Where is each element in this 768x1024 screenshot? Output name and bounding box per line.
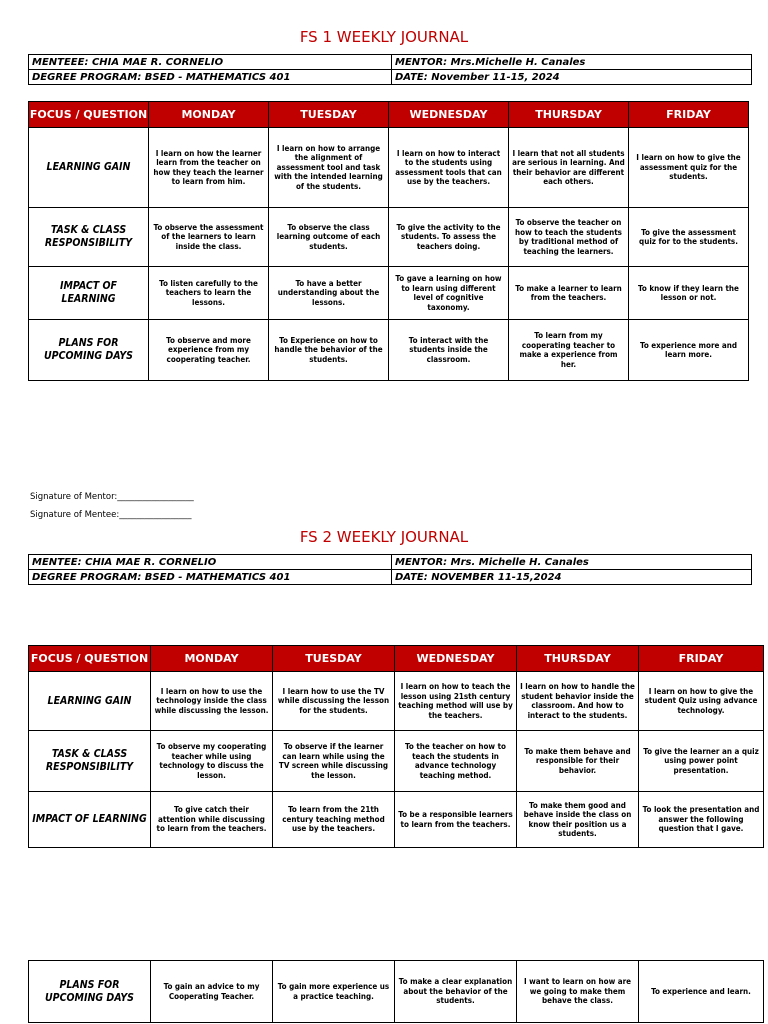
row-label: LEARNING GAIN xyxy=(29,672,151,731)
table-cell: I learn on how to teach the lesson using 21sth century teaching method will use by the teachers. xyxy=(395,672,517,731)
table-cell: To listen carefully to the teachers to learn the lessons. xyxy=(149,267,269,320)
table-cell: To gave a learning on how to learn using different level of cognitive taxonomy. xyxy=(389,267,509,320)
table-row xyxy=(29,320,749,381)
fs1-mentee: MENTEEE: CHIA MAE R. CORNELIO xyxy=(29,55,392,70)
table-cell: To gain more experience us a practice teaching. xyxy=(273,961,395,1023)
table-cell: To experience more and learn more. xyxy=(629,320,749,381)
row-label: IMPACT OF LEARNING xyxy=(29,267,149,320)
table-cell: To gain an advice to my Cooperating Teacher. xyxy=(151,961,273,1023)
fs2-header-wednesday: WEDNESDAY xyxy=(395,646,517,672)
table-row xyxy=(29,961,764,1023)
table-cell: To give the activity to the students. To assess the teachers doing. xyxy=(389,208,509,267)
table-cell: To the teacher on how to teach the students in advance technology teaching method. xyxy=(395,731,517,792)
table-cell: I learn on how to give the assessment quiz for the students. xyxy=(629,128,749,208)
table-cell: To give catch their attention while discussing to learn from the teachers. xyxy=(151,792,273,848)
fs1-header-friday: FRIDAY xyxy=(629,102,749,128)
table-cell: I learn on how to use the technology inside the class while discussing the lesson. xyxy=(151,672,273,731)
fs1-degree: DEGREE PROGRAM: BSED - MATHEMATICS 401 xyxy=(29,70,392,85)
fs1-header-thursday: THURSDAY xyxy=(509,102,629,128)
table-cell: To be a responsible learners to learn from the teachers. xyxy=(395,792,517,848)
table-cell: I learn that not all students are serious in learning. And their behavior are different each others. xyxy=(509,128,629,208)
fs1-mentor: MENTOR: Mrs.Michelle H. Canales xyxy=(392,55,752,70)
fs2-mentor: MENTOR: Mrs. Michelle H. Canales xyxy=(392,555,752,570)
fs1-info-table xyxy=(28,54,752,85)
fs2-journal-table xyxy=(28,645,764,848)
table-row xyxy=(29,128,749,208)
fs2-header-thursday: THURSDAY xyxy=(517,646,639,672)
fs2-header-focus: FOCUS / QUESTION xyxy=(29,646,151,672)
row-label: IMPACT OF LEARNING xyxy=(29,792,151,848)
fs2-header-tuesday: TUESDAY xyxy=(273,646,395,672)
row-label: TASK & CLASS RESPONSIBILITY xyxy=(29,731,151,792)
table-cell: I learn how to use the TV while discussing the lesson for the students. xyxy=(273,672,395,731)
table-cell: I learn on how to arrange the alignment of assessment tool and task with the intended learning of the students. xyxy=(269,128,389,208)
fs2-degree: DEGREE PROGRAM: BSED - MATHEMATICS 401 xyxy=(29,570,392,585)
table-row xyxy=(29,731,764,792)
table-cell: To give the learner an a quiz using power point presentation. xyxy=(639,731,764,792)
table-cell: I want to learn on how are we going to make them behave the class. xyxy=(517,961,639,1023)
fs2-header-friday: FRIDAY xyxy=(639,646,764,672)
table-cell: To know if they learn the lesson or not. xyxy=(629,267,749,320)
table-row xyxy=(29,792,764,848)
row-label: TASK & CLASS RESPONSIBILITY xyxy=(29,208,149,267)
table-cell: To observe and more experience from my cooperating teacher. xyxy=(149,320,269,381)
fs1-date: DATE: November 11-15, 2024 xyxy=(392,70,752,85)
row-label: PLANS FOR UPCOMING DAYS xyxy=(29,961,151,1023)
table-cell: To make them good and behave inside the class on know their position us a students. xyxy=(517,792,639,848)
table-cell: To learn from my cooperating teacher to make a experience from her. xyxy=(509,320,629,381)
table-cell: To observe my cooperating teacher while using technology to discuss the lesson. xyxy=(151,731,273,792)
table-row xyxy=(29,267,749,320)
table-cell: To learn from the 21th century teaching method use by the teachers. xyxy=(273,792,395,848)
table-cell: To give the assessment quiz for to the students. xyxy=(629,208,749,267)
table-cell: I learn on how to handle the student behavior inside the classroom. And how to interact to the students. xyxy=(517,672,639,731)
table-cell: To Experience on how to handle the behavior of the students. xyxy=(269,320,389,381)
table-cell: To observe the assessment of the learners to learn inside the class. xyxy=(149,208,269,267)
table-cell: I learn on how to give the student Quiz using advance technology. xyxy=(639,672,764,731)
signature-mentor: Signature of Mentor:__________________ xyxy=(30,492,194,502)
row-label: LEARNING GAIN xyxy=(29,128,149,208)
fs1-header-focus: FOCUS / QUESTION xyxy=(29,102,149,128)
table-cell: I learn on how to interact to the students using assessment tools that can use by the teachers. xyxy=(389,128,509,208)
table-cell: To have a better understanding about the lessons. xyxy=(269,267,389,320)
fs2-mentee: MENTEE: CHIA MAE R. CORNELIO xyxy=(29,555,392,570)
table-cell: To make a learner to learn from the teachers. xyxy=(509,267,629,320)
table-cell: To interact with the students inside the classroom. xyxy=(389,320,509,381)
table-cell: To observe if the learner can learn while using the TV screen while discussing the lesson. xyxy=(273,731,395,792)
table-row xyxy=(29,672,764,731)
fs2-title: FS 2 WEEKLY JOURNAL xyxy=(299,528,469,546)
fs1-header-tuesday: TUESDAY xyxy=(269,102,389,128)
fs1-journal-table xyxy=(28,101,749,381)
table-row xyxy=(29,208,749,267)
fs2-plans-table xyxy=(28,960,764,1023)
signature-mentee: Signature of Mentee:_________________ xyxy=(30,510,192,520)
table-cell: To experience and learn. xyxy=(639,961,764,1023)
fs1-title: FS 1 WEEKLY JOURNAL xyxy=(299,28,469,46)
fs2-info-table xyxy=(28,554,752,585)
table-cell: To look the presentation and answer the following question that I gave. xyxy=(639,792,764,848)
row-label: PLANS FOR UPCOMING DAYS xyxy=(29,320,149,381)
table-cell: To make them behave and responsible for their behavior. xyxy=(517,731,639,792)
table-cell: To make a clear explanation about the behavior of the students. xyxy=(395,961,517,1023)
fs1-header-monday: MONDAY xyxy=(149,102,269,128)
fs1-header-wednesday: WEDNESDAY xyxy=(389,102,509,128)
fs2-date: DATE: NOVEMBER 11-15,2024 xyxy=(392,570,752,585)
table-cell: To observe the teacher on how to teach the students by traditional method of teaching the learners. xyxy=(509,208,629,267)
fs2-header-monday: MONDAY xyxy=(151,646,273,672)
table-cell: To observe the class learning outcome of each students. xyxy=(269,208,389,267)
table-cell: I learn on how the learner learn from the teacher on how they teach the learner to learn from him. xyxy=(149,128,269,208)
